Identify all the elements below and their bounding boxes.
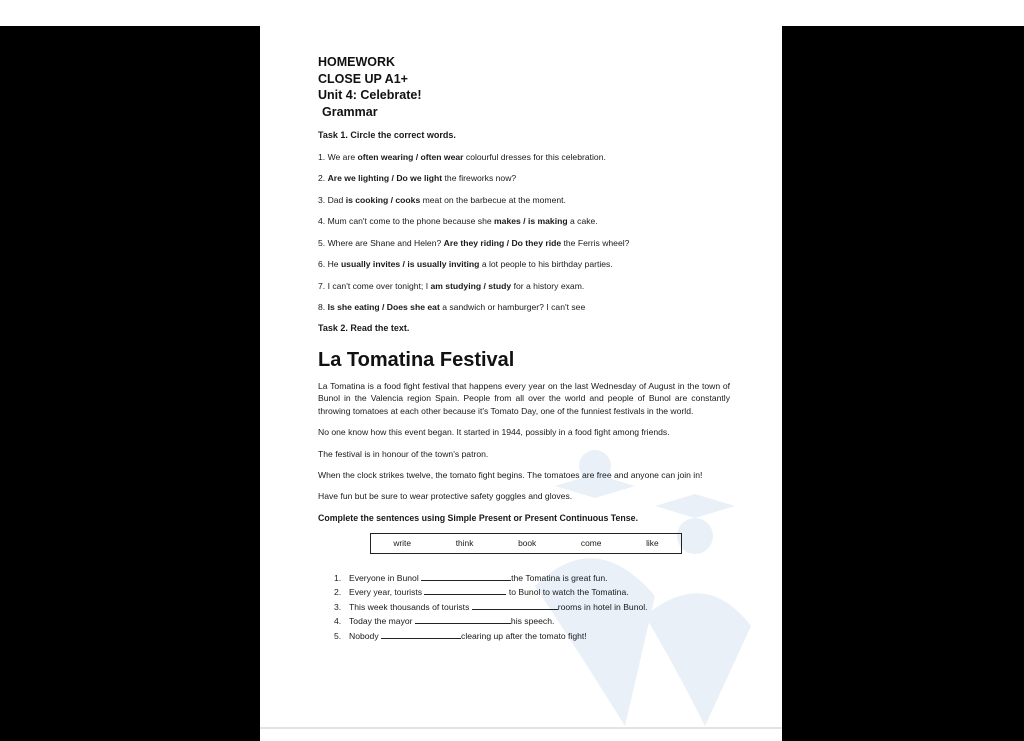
answer-blank[interactable] — [421, 572, 511, 581]
exercise-item: 1. We are often wearing / often wear colourful dresses for this celebration. — [318, 151, 606, 162]
top-strip — [0, 0, 1024, 26]
word-box-item: come — [580, 538, 602, 549]
exercise-item: 8. Is she eating / Does she eat a sandwich or hamburger? I can't see — [318, 302, 586, 312]
header-homework: HOMEWORK — [318, 55, 396, 69]
reading-paragraph: La Tomatina is a food fight festival that happens every year on the last Wednesday of August in the town of Bunol in the Valencia region Spain. People from all over the world and people of Bunol are constantly throwing tomatoes at each other because it's Tomato Day, one of the funniest festivals in the world. — [318, 381, 730, 416]
header-course: CLOSE UP A1+ — [318, 71, 408, 86]
word-box-item: like — [646, 538, 659, 549]
word-box — [370, 533, 682, 554]
reading-paragraph: When the clock strikes twelve, the tomato fight begins. The tomatoes are free and anyone can join in! — [318, 470, 703, 481]
list-item: 1. Everyone in Bunol the Tomatina is great fun. — [334, 572, 608, 583]
exercise-item: 6. He usually invites / is usually inviting a lot people to his birthday parties. — [318, 259, 613, 269]
list-item: 2. Every year, tourists to Bunol to watch the Tomatina. — [334, 587, 629, 598]
answer-blank[interactable] — [472, 601, 558, 610]
exercise-item: 5. Where are Shane and Helen? Are they riding / Do they ride the Ferris wheel? — [318, 237, 630, 248]
exercise-item: 4. Mum can't come to the phone because she makes / is making a cake. — [318, 216, 598, 226]
left-black-margin — [0, 26, 260, 741]
page-bottom-divider — [260, 727, 782, 729]
answer-blank[interactable] — [424, 586, 506, 595]
list-item: 5. Nobody clearing up after the tomato fight! — [334, 630, 587, 641]
exercise-item: 7. I can't come over tonight; I am studying / study for a history exam. — [318, 280, 585, 291]
document-content — [318, 54, 738, 659]
reading-title: La Tomatina Festival — [318, 349, 515, 371]
word-box-item: write — [393, 538, 412, 549]
list-item: 4. Today the mayor his speech. — [334, 616, 555, 627]
header-unit: Unit 4: Celebrate! — [318, 88, 422, 102]
right-black-margin — [782, 26, 1024, 741]
reading-paragraph: No one know how this event began. It started in 1944, possibly in a food fight among friends. — [318, 427, 670, 438]
exercise-item: 3. Dad is cooking / cooks meat on the barbecue at the moment. — [318, 194, 566, 205]
exercise-item: 2. Are we lighting / Do we light the fireworks now? — [318, 173, 517, 183]
word-box-item: book — [518, 538, 537, 549]
task-instruction: Complete the sentences using Simple Present or Present Continuous Tense. — [318, 512, 639, 523]
answer-blank[interactable] — [381, 630, 461, 639]
header-grammar: Grammar — [322, 104, 378, 119]
reading-paragraph: Have fun but be sure to wear protective safety goggles and gloves. — [318, 491, 573, 502]
task1-heading: Task 1. Circle the correct words. — [318, 130, 456, 140]
task2-heading: Task 2. Read the text. — [318, 323, 410, 333]
answer-blank[interactable] — [415, 615, 511, 624]
document-page — [260, 26, 782, 741]
list-item: 3. This week thousands of tourists rooms in hotel in Bunol. — [334, 601, 648, 612]
word-box-item: think — [455, 538, 474, 549]
sentence-list — [334, 571, 738, 644]
reading-paragraph: The festival is in honour of the town's patron. — [318, 448, 489, 459]
